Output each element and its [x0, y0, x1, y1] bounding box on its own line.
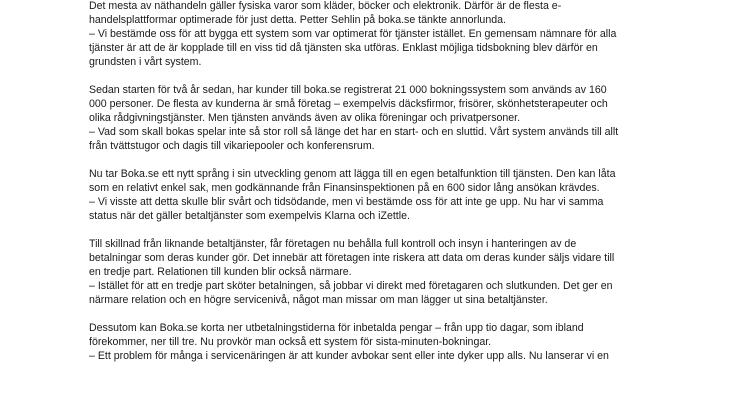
text-line: – Vi bestämde oss för att bygga ett system som var optimerat för tjänster istället. En gemensam nämnare för alla: [89, 28, 617, 40]
text-line: Sedan starten för två år sedan, har kunder till boka.se registrerat 21 000 bokningssystem som används av 160: [89, 84, 607, 96]
text-line: närmare relation och en högre servicenivå, något man missar om man lägger ut sina betaltjänster.: [89, 294, 548, 306]
text-line: – Vi visste att detta skulle blir svårt och tidsödande, men vi bestämde oss för att inte ge upp. Nu har vi samma: [89, 196, 604, 208]
text-line: från tvättstugor och dagis till vikariepooler och konferensrum.: [89, 140, 375, 152]
text-line: betalningar som deras kunder gör. Det innebär att företagen inte riskera att data om deras kunder säljs vidare till: [89, 252, 615, 264]
text-line: 000 personer. De flesta av kunderna är små företag – exempelvis däcksfirmor, frisörer, skönhetsterapeuter och: [89, 98, 608, 110]
text-line: – Istället för att en tredje part sköter betalningen, så jobbar vi direkt med företagaren och slutkunden. Det ger en: [89, 280, 613, 292]
text-line: Dessutom kan Boka.se korta ner utbetalningstiderna för inbetalda pengar – från upp tio dagar, som ibland: [89, 322, 584, 334]
text-line: status när det gäller betaltjänster som exempelvis Klarna och iZettle.: [89, 210, 410, 222]
text-line: Till skillnad från liknande betaltjänster, får företagen nu behålla full kontroll och insyn i hanteringen av de: [89, 238, 577, 250]
text-line: – Vad som skall bokas spelar inte så stor roll så länge det har en start- och en sluttid. Vårt system används till allt: [89, 126, 619, 138]
text-line: grundsten i vårt system.: [89, 56, 202, 68]
text-line: – Ett problem för många i servicenäringen är att kunder avbokar sent eller inte dyker upp alls. Nu lanserar vi en: [89, 350, 609, 362]
text-line: Det mesta av näthandeln gäller fysiska varor som kläder, böcker och elektronik. Därför är de flesta e-: [89, 0, 562, 12]
text-line: en tredje part. Relationen till kunden blir också närmare.: [89, 266, 352, 278]
text-line: som en relativt enkel sak, men godkännande från Finansinspektionen på en 600 sidor lång ansökan krävdes.: [89, 182, 600, 194]
text-line: handelsplattformar optimerade för just detta. Petter Sehlin på boka.se tänkte annorlunda.: [89, 14, 506, 26]
text-line: olika rådgivningstjänster. Men tjänsten används även av olika föreningar och privatpersoner.: [89, 112, 521, 124]
text-line: tjänster är att de är kopplade till en viss tid då tjänsten ska utföras. Enklast möjliga tidsbokning blev därför en: [89, 42, 598, 54]
text-line: Nu tar Boka.se ett nytt språng i sin utveckling genom att lägga till en egen betalfunktion till tjänsten. Den kan låta: [89, 168, 616, 180]
text-line: förekommer, ner till tre. Nu provkör man också ett system för sista-minuten-bokningar.: [89, 336, 492, 348]
